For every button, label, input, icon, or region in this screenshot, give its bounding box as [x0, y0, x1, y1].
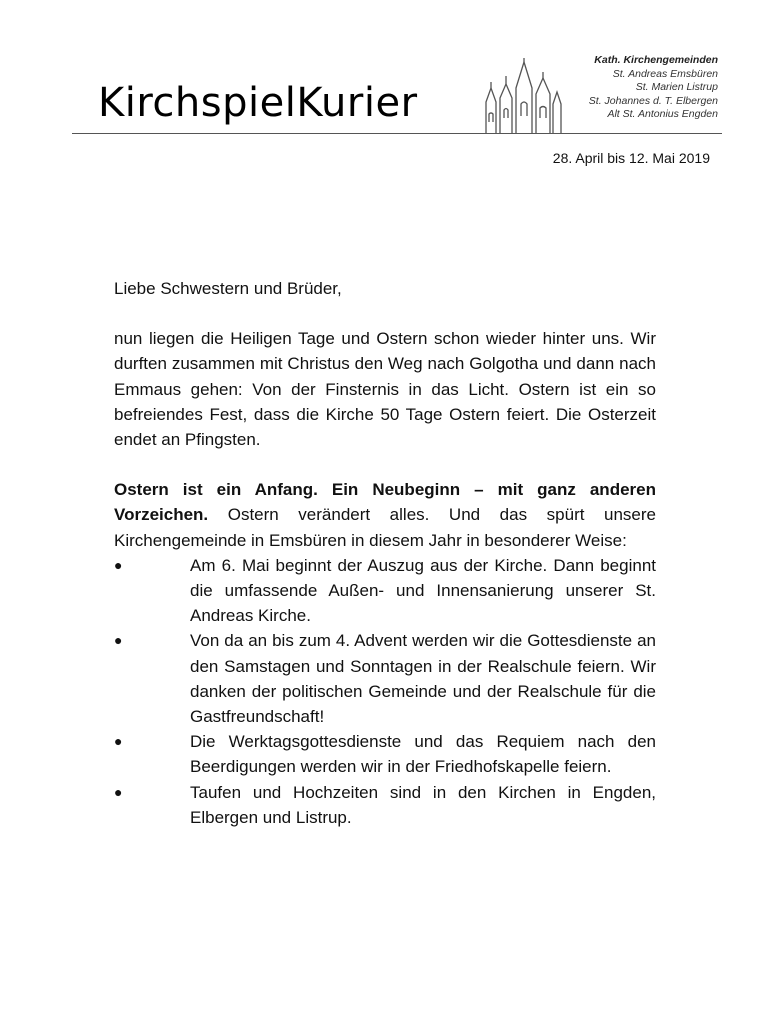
list-item [114, 729, 656, 779]
masthead-title: KirchspielKurier [98, 80, 418, 126]
newsletter-header [0, 0, 770, 200]
lead-continuation: Ostern verändert alles. Und das spürt unsere Kirchengemeinde in Emsbüren in diesem Jahr in besonderer Weise: [114, 505, 656, 550]
parish-item: St. Andreas Emsbüren [612, 67, 718, 80]
parish-item: St. Johannes d. T. Elbergen [588, 94, 718, 107]
bullet-icon: ● [114, 733, 123, 750]
list-item-text: Am 6. Mai beginnt der Auszug aus der Kirche. Dann beginnt die umfassende Außen- und Innensanierung unserer St. Andreas Kirche. [190, 555, 656, 626]
lead-statement: Ostern ist ein Anfang. Ein Neubeginn – mit ganz anderen Vorzeichen. [114, 480, 656, 525]
list-item-text: Taufen und Hochzeiten sind in den Kirchen in Engden, Elbergen und Listrup. [190, 782, 656, 827]
bullet-icon: ● [114, 632, 123, 649]
list-item [114, 628, 656, 729]
parish-item: Alt St. Antonius Engden [607, 108, 718, 120]
letter-greeting: Liebe Schwestern und Brüder, [114, 279, 342, 298]
issue-date: 28. April bis 12. Mai 2019 [552, 150, 710, 166]
list-item-text: Von da an bis zum 4. Advent werden wir die Gottesdienste an den Samstagen und Sonntagen in der Realschule feiern. Wir danken der politischen Gemeinde und der Realschule für die Gastfreundschaft! [190, 631, 656, 727]
header-divider [72, 133, 722, 134]
list-item-text: Die Werktagsgottesdienste und das Requiem nach den Beerdigungen werden wir in der Friedhofskapelle feiern. [190, 732, 656, 777]
letter-body [114, 276, 656, 830]
bullet-icon: ● [114, 556, 123, 573]
letter-paragraph: nun liegen die Heiligen Tage und Ostern schon wieder hinter uns. Wir durften zusammen mit Christus den Weg nach Golgotha und dann nach Emmaus gehen: Von der Finsternis in das Licht. Ostern ist ein so befreiendes Fest, dass die Kirche 50 Tage Ostern feiert. Die Osterzeit endet an Pfingsten. [114, 329, 656, 450]
list-item [114, 553, 656, 629]
parish-list-heading: Kath. Kirchengemeinden [594, 54, 718, 66]
measures-list [114, 553, 656, 830]
letter-paragraph-lead [114, 477, 656, 553]
parish-item: St. Marien Listrup [635, 81, 718, 93]
bullet-icon: ● [114, 783, 123, 800]
parish-list [548, 54, 718, 122]
list-item [114, 780, 656, 830]
